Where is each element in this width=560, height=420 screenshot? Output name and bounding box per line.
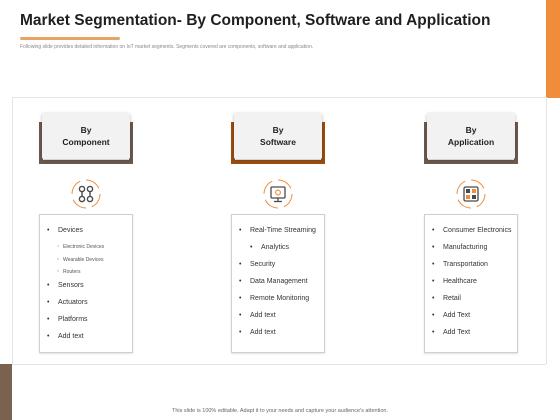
header-card-application <box>427 113 515 159</box>
list-subitem: ○ Routers <box>47 268 126 281</box>
list-item: • Data Management <box>239 277 318 294</box>
footer-note: This slide is 100% editable. Adapt it to your needs and capture your audience's attention. <box>172 408 388 414</box>
list-subitem: ○ Electronic Devices <box>47 243 126 256</box>
list-item: • Analytics <box>239 243 318 260</box>
header-label: By Application <box>447 124 495 147</box>
divider-right <box>546 97 547 364</box>
list-subitem: ○ Wearable Devices <box>47 256 126 269</box>
column-software <box>231 0 331 420</box>
header-label: By Software <box>260 124 296 147</box>
list-item: • Add text <box>239 328 318 345</box>
header-card-software <box>234 113 322 159</box>
header-card-component <box>42 113 130 159</box>
software-icon <box>262 178 294 210</box>
list-software <box>231 214 325 353</box>
list-item: • Retail <box>432 294 511 311</box>
list-item: • Security <box>239 260 318 277</box>
list-item: • Healthcare <box>432 277 511 294</box>
component-icon <box>70 178 102 210</box>
list-item: • Add Text <box>432 328 511 345</box>
list-item: • Add text <box>239 311 318 328</box>
list-component <box>39 214 133 353</box>
list-item: • Transportation <box>432 260 511 277</box>
slide-title: Market Segmentation- By Component, Software and Application <box>20 12 491 29</box>
application-icon <box>455 178 487 210</box>
list-item: • Devices <box>47 226 126 243</box>
list-item: • Real-Time Streaming <box>239 226 318 243</box>
list-item: • Remote Monitoring <box>239 294 318 311</box>
column-component <box>39 0 139 420</box>
divider-left <box>12 97 13 364</box>
header-label: By Component <box>62 124 110 147</box>
column-application <box>424 0 524 420</box>
list-item: • Sensors <box>47 281 126 298</box>
list-application <box>424 214 518 353</box>
list-item: • Manufacturing <box>432 243 511 260</box>
list-item: • Add text <box>47 332 126 349</box>
list-item: • Platforms <box>47 315 126 332</box>
list-item: • Actuators <box>47 298 126 315</box>
accent-bar-right <box>546 0 560 98</box>
list-item: • Add Text <box>432 311 511 328</box>
list-item: • Consumer Electronics <box>432 226 511 243</box>
slide-subtitle: Following slide provides detailed information on IoT market segments. Segments covered are components, software and application. <box>20 44 314 50</box>
